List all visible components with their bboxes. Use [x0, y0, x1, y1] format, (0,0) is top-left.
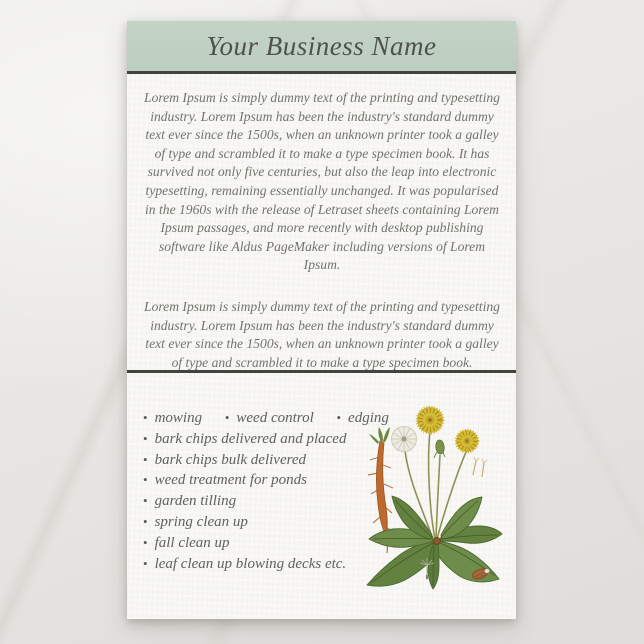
intro-paragraph-1: Lorem Ipsum is simply dummy text of the printing and typesetting industry. Lorem Ipsum has been the industry's standard dummy text ever since the 1500s, when an unknown printer took a galley of type and scrambled it to make a type specimen book. It has survived not only five centuries, but also the leap into electronic typesetting, remaining essentially unchanged. It was popularised in the 1960s with the release of Letraset sheets containing Lorem Ipsum passages, and more recently with desktop publishing software like Aldus PageMaker including versions of Lorem Ipsum.	[144, 90, 500, 273]
dandelion-seed-head	[392, 427, 417, 452]
service-label: garden tilling	[154, 493, 237, 510]
service-label: bark chips bulk delivered	[154, 451, 307, 468]
services-section	[127, 373, 516, 619]
bullet-marker: •	[143, 513, 148, 529]
dandelion-botanical-illustration	[349, 389, 515, 595]
service-item	[143, 410, 202, 426]
service-label: weed treatment for ponds	[154, 472, 307, 489]
bullet-marker: •	[143, 555, 148, 571]
service-label: spring clean up	[154, 513, 248, 530]
bullet-marker: •	[143, 430, 148, 446]
dandelion-flower-large	[417, 407, 443, 433]
intro-section	[127, 74, 516, 372]
seed-detail	[473, 457, 487, 477]
flyer-header-band	[127, 21, 516, 71]
bullet-marker: •	[143, 493, 148, 509]
service-label: weed control	[236, 410, 314, 426]
bullet-marker: •	[143, 410, 148, 425]
dandelion-flower-small	[456, 430, 478, 452]
bullet-marker: •	[336, 410, 342, 425]
bullet-marker: •	[143, 451, 148, 467]
service-label: mowing	[154, 410, 203, 426]
service-label: edging	[348, 410, 389, 426]
service-item	[225, 410, 314, 426]
bullet-marker: •	[224, 410, 230, 425]
intro-paragraph-2: Lorem Ipsum is simply dummy text of the printing and typesetting industry. Lorem Ipsum has been the industry's standard dummy text ever since the 1500s, when an unknown printer took a galley of type and scrambled it to make a type specimen book.	[144, 298, 500, 370]
bullet-marker: •	[143, 534, 148, 550]
service-label: bark chips delivered and placed	[154, 430, 347, 447]
root-crown-leaves	[369, 427, 390, 444]
business-name-title: Your Business Name	[206, 30, 437, 61]
service-label: fall clean up	[154, 534, 230, 551]
service-label: leaf clean up blowing decks etc.	[154, 555, 347, 572]
bullet-marker: •	[143, 472, 148, 488]
flyer-paper	[127, 21, 516, 619]
